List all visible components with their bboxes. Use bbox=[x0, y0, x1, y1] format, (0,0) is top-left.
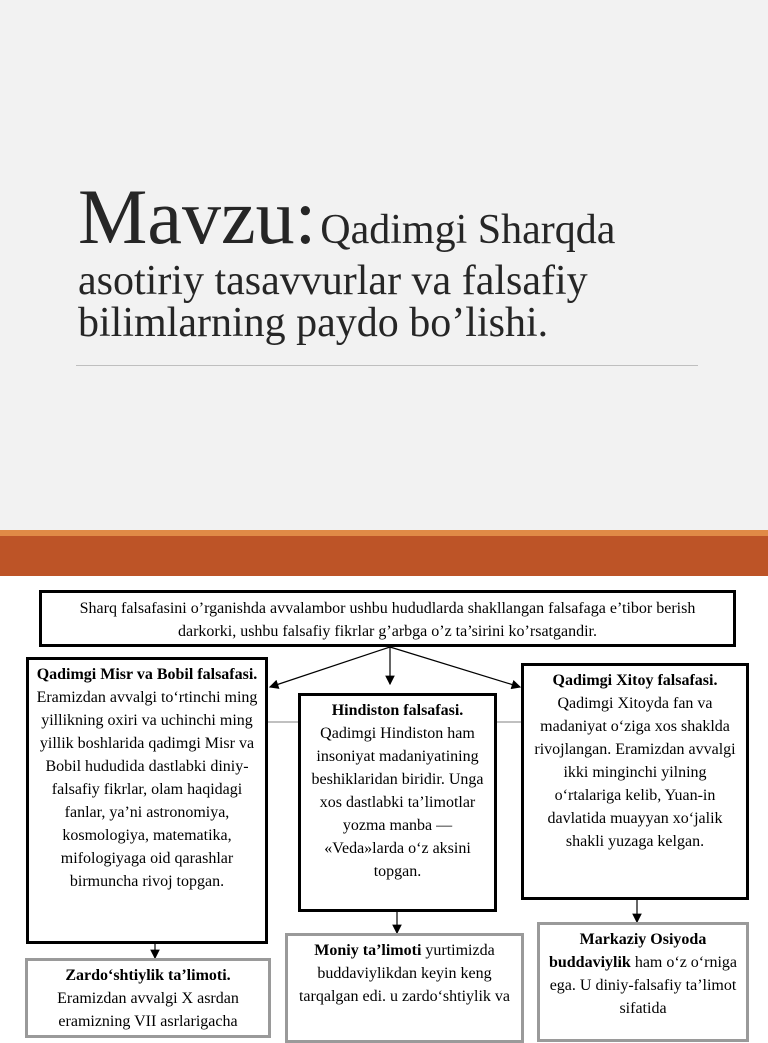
text-hindiston: Qadimgi Hindiston ham insoniyat madaniyatining beshiklaridan biridir. Unga xos dastlabki ta’limotlar yozma manba — «Veda»larda o‘z aksini topgan. bbox=[311, 725, 484, 880]
heading-zardushtiylik: Zardo‘shtiylik ta’limoti. bbox=[65, 967, 231, 984]
heading-hindiston: Hindiston falsafasi. bbox=[331, 702, 464, 719]
box-buddaviylik bbox=[537, 922, 749, 1042]
box-moniy bbox=[285, 933, 524, 1043]
title-mavzu: Mavzu: bbox=[78, 173, 317, 260]
text-buddaviylik: ham o‘z o‘rniga ega. U diniy-falsafiy ta’limot sifatida bbox=[549, 954, 737, 1017]
intro-box bbox=[39, 590, 736, 647]
title-topic-rest: asotiriy tasavvurlar va falsafiy bilimlarning paydo bo’lishi. bbox=[78, 258, 588, 346]
title-topic-start: Qadimgi Sharqda bbox=[320, 207, 616, 253]
connector-to-xitoy bbox=[390, 647, 520, 687]
box-zardushtiylik bbox=[25, 958, 271, 1038]
box-hindiston bbox=[298, 693, 497, 912]
intro-text: Sharq falsafasini o’rganishda avvalambor ushbu hududlarda shakllangan falsafaga e’tibor berish darkorki, ushbu falsafiy fikrlar g’arbga o’z ta’sirini ko’rsatgandir. bbox=[79, 600, 696, 640]
heading-buddaviylik: Markaziy Osiyoda buddaviylik bbox=[548, 931, 707, 971]
text-moniy: yurtimizda buddaviylikdan keyin keng tarqalgan edi. u zardo‘shtiylik va bbox=[298, 942, 511, 1005]
heading-misr-bobil: Qadimgi Misr va Bobil falsafasi. bbox=[36, 666, 258, 683]
heading-xitoy: Qadimgi Xitoy falsafasi. bbox=[552, 672, 718, 689]
connector-to-misr bbox=[270, 647, 390, 687]
box-xitoy bbox=[521, 663, 749, 900]
heading-moniy: Moniy ta’limoti bbox=[314, 942, 422, 959]
text-xitoy: Qadimgi Xitoyda fan va madaniyat o‘ziga xos shaklda rivojlangan. Eramizdan avvalgi ikki minginchi yilning o‘rtalariga kelib, Yuan-in davlatida muayyan xo‘jalik shakli yuzaga kelgan. bbox=[534, 695, 736, 850]
box-misr-bobil bbox=[26, 657, 268, 944]
text-zardushtiylik: Eramizdan avvalgi X asrdan eramizning VII asrlarigacha bbox=[57, 990, 239, 1030]
text-misr-bobil: Eramizdan avvalgi to‘rtinchi ming yillikning oxiri va uchinchi ming yillik boshlarida qadimgi Misr va Bobil hududida dastlabki diniy-falsafiy fikrlar, olam haqidagi fanlar, ya’ni astronomiya, kosmologiya, matematika, mifologiyaga oid qarashlar birmuncha rivoj topgan. bbox=[36, 689, 258, 890]
